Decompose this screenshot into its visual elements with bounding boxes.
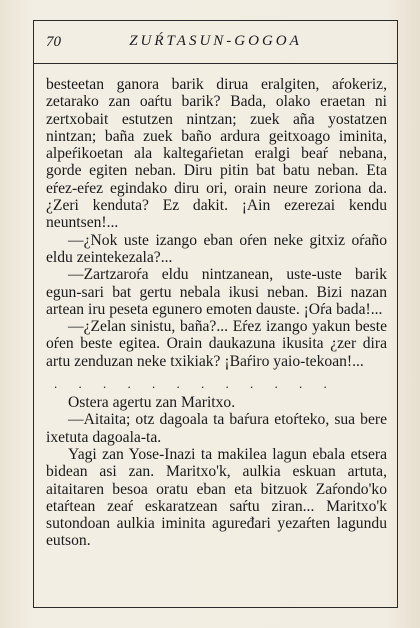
section-divider: . . . . . . . . . . . . — [54, 376, 336, 392]
paragraph: Yagi zan Yose-Inazi ta makilea lagun ebala etsera bidean asi zan. Maritxo'k, aulkia eskuan artuta, aitaitaren besoa oratu eban eta bitzuok Zaŕondo'ko etaŕtean zeaŕ eskaratzean saŕtu ziran... Maritxo'k sutondoan aulkia iminita aguređari yezaŕten lagundu eutson. — [46, 445, 387, 550]
page-header — [34, 21, 397, 64]
running-title: ZUŔTASUN-GOGOA — [129, 33, 302, 49]
paragraph: Ostera agertu zan Maritxo. — [68, 394, 236, 412]
page-body — [46, 76, 387, 550]
paragraph: —¿Nok uste izango eban oŕen neke gitxiz oŕaño eldu zeintekezala?... — [46, 231, 387, 266]
paragraph: —Zartzaroŕa eldu nintzanean, uste-uste barik egun-sari bat gertu nebala ikusi neban. Bizi nazan artean iru peseta egunero emoten dauste. ¡Oŕa bada!... — [46, 266, 387, 318]
page-number: 70 — [46, 34, 61, 50]
paragraph: —¿Zelan sinistu, baña?... Eŕez izango yakun beste oŕen beste egitea. Orain daukazuna ikusita ¿zer dira artu zenduzan neke txikiak? ¡Baŕiro yaio-tekoan!... — [46, 318, 387, 370]
page-frame — [33, 20, 398, 608]
paragraph: —Aitaita; otz dagoala ta baŕura etoŕteko, sua bere ixetuta dagoala-ta. — [46, 411, 387, 446]
paragraph: besteetan ganora barik dirua eralgiten, aŕokeriz, zetarako zan oaŕtu barik? Bada, olako eraetan ni zertxobait estutzen nintzan; zuek aña yostatzen nintzan; baña zuek baño ardura geitxoago iminita, alpeŕikoetan ala kaltegaŕietan eralgi beaŕ nebana, gorde egiten neban. Diru pitin bat batu neban. Eta eŕez-eŕez egindako diru ori, orain neure zoriona da. ¿Zeri kenduta? Ez dakit. ¡Ain ezerezai kendu neuntsen!... — [46, 76, 387, 232]
